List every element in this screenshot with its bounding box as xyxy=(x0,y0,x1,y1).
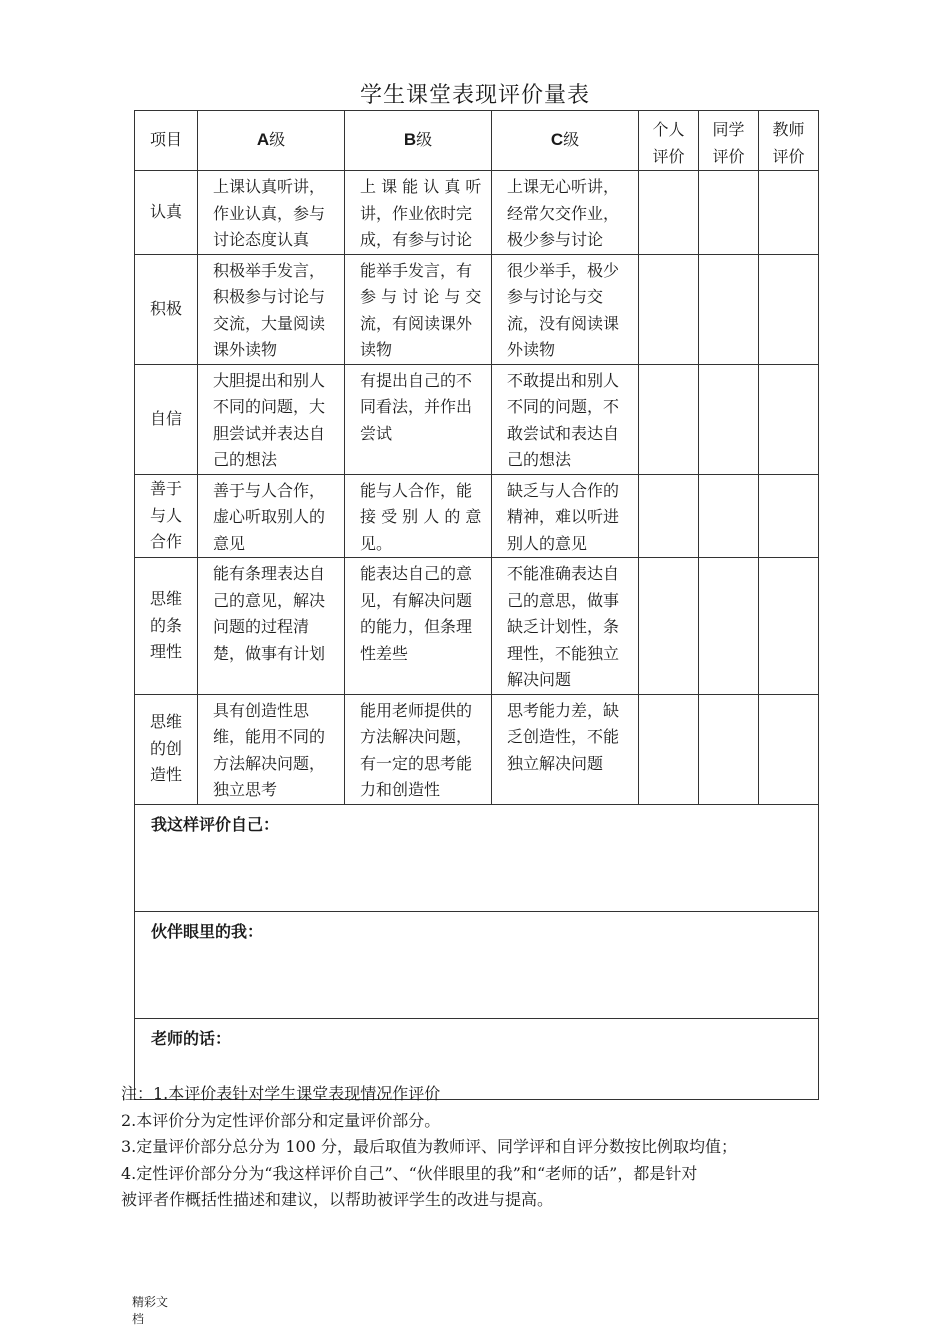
row-item xyxy=(135,364,198,474)
cell-line: 意见 xyxy=(213,533,246,553)
cell-line: 上 课 能 认 真 听 xyxy=(360,177,482,196)
cell-line: 独立解决问题 xyxy=(507,753,604,773)
self-comment-label: 我这样评价自己： xyxy=(151,816,280,834)
cell-line: 参与讨论与交 xyxy=(507,287,604,306)
self-comment-box[interactable] xyxy=(135,804,819,911)
cell-line: 上课认真听讲， xyxy=(213,177,326,196)
cell-line: 具有创造性思 xyxy=(213,700,310,720)
cell-line: 经常欠交作业， xyxy=(507,203,620,223)
cell-line: 造性 xyxy=(149,765,182,785)
row-item xyxy=(135,694,198,804)
cell-line: 善于与人合作， xyxy=(213,480,326,500)
level-b-desc xyxy=(345,171,492,255)
cell-line: 交流，大量阅读 xyxy=(213,313,326,333)
cell-line: 接 受 别 人 的 意 xyxy=(360,507,482,526)
cell-line: 作业认真，参与 xyxy=(213,203,326,223)
self-score-cell[interactable] xyxy=(639,171,699,255)
cell-line: 同看法，并作出 xyxy=(360,397,473,416)
teacher-score-cell[interactable] xyxy=(759,474,819,558)
cell-line: 不同的问题，不 xyxy=(507,397,620,416)
cell-line: 缺乏与人合作的 xyxy=(507,480,620,500)
cell-line: 不能准确表达自 xyxy=(507,564,620,583)
teacher-score-cell[interactable] xyxy=(759,558,819,695)
level-b-desc xyxy=(345,254,492,364)
self-score-cell[interactable] xyxy=(639,558,699,695)
cell-line: 讲，作业依时完 xyxy=(360,203,473,223)
cell-line: 与人 xyxy=(149,505,182,525)
cell-line: 流，没有阅读课 xyxy=(507,313,620,333)
footer-label: 精彩文 档 xyxy=(132,1295,169,1326)
cell-line: 积极举手发言， xyxy=(213,260,326,280)
cell-line: 有提出自己的不 xyxy=(360,370,473,390)
note-line: 4.定性评价部分分为“我这样评价自己”、“伙伴眼里的我”和“老师的话”，都是针对 xyxy=(121,1163,698,1183)
cell-line: 己的意见，解决 xyxy=(213,590,326,610)
cell-line: 虚心听取别人的 xyxy=(213,507,326,526)
cell-line: 的能力，但条理 xyxy=(360,617,473,636)
level-c-desc xyxy=(492,474,639,558)
cell-line: 能表达自己的意 xyxy=(360,564,473,583)
cell-line: 很少举手，极少 xyxy=(507,260,620,280)
cell-line: 力和创造性 xyxy=(360,780,441,799)
cell-line: 的条 xyxy=(149,615,182,635)
cell-line: 积极 xyxy=(149,298,182,318)
note-line: 3.定量评价部分总分为 100 分，最后取值为教师评、同学评和自评分数按比例取均值； xyxy=(121,1137,737,1156)
cell-line: 流，有阅读课外 xyxy=(360,313,473,333)
peer-score-cell[interactable] xyxy=(699,694,759,804)
cell-line: 不敢提出和别人 xyxy=(507,370,620,390)
cell-line: 己的意思，做事 xyxy=(507,590,620,610)
level-a-desc xyxy=(198,474,345,558)
cell-line: 不同的问题，大 xyxy=(213,397,326,416)
teacher-score-cell[interactable] xyxy=(759,694,819,804)
cell-line: 能与人合作，能 xyxy=(360,480,473,500)
header-level-a: A级 xyxy=(198,111,345,171)
level-b-desc xyxy=(345,558,492,695)
self-score-cell[interactable] xyxy=(639,474,699,558)
cell-line: 合作 xyxy=(149,532,182,551)
cell-line: 上课无心听讲， xyxy=(507,177,620,196)
header-item: 项目 xyxy=(135,111,198,171)
cell-line: 尝试 xyxy=(360,423,393,443)
cell-line: 理性，不能独立 xyxy=(507,643,620,663)
table-row xyxy=(135,254,819,364)
peer-score-cell[interactable] xyxy=(699,558,759,695)
notes-section xyxy=(121,1081,831,1214)
cell-line: 性差些 xyxy=(360,643,409,663)
cell-line: 解决问题 xyxy=(507,670,572,689)
cell-line: 极少参与讨论 xyxy=(507,230,604,249)
teacher-comment-label: 老师的话： xyxy=(151,1030,232,1048)
cell-line: 乏创造性，不能 xyxy=(507,727,620,746)
row-item xyxy=(135,474,198,558)
header-row xyxy=(135,111,819,171)
cell-line: 己的想法 xyxy=(213,450,278,469)
cell-line: 大胆提出和别人 xyxy=(213,370,326,390)
table-row xyxy=(135,474,819,558)
table-row xyxy=(135,364,819,474)
level-a-desc xyxy=(198,364,345,474)
level-c-desc xyxy=(492,364,639,474)
teacher-score-cell[interactable] xyxy=(759,254,819,364)
self-comment-row xyxy=(135,804,819,911)
cell-line: 缺乏计划性，条 xyxy=(507,617,620,636)
level-b-desc xyxy=(345,694,492,804)
level-a-desc xyxy=(198,171,345,255)
row-item xyxy=(135,558,198,695)
level-c-desc xyxy=(492,171,639,255)
cell-line: 积极参与讨论与 xyxy=(213,287,326,306)
cell-line: 独立思考 xyxy=(213,780,278,799)
cell-line: 别人的意见 xyxy=(507,533,588,553)
self-score-cell[interactable] xyxy=(639,254,699,364)
row-item xyxy=(135,254,198,364)
table-row xyxy=(135,558,819,695)
cell-line: 课外读物 xyxy=(213,340,278,359)
peer-score-cell[interactable] xyxy=(699,171,759,255)
peer-score-cell[interactable] xyxy=(699,474,759,558)
peer-score-cell[interactable] xyxy=(699,254,759,364)
cell-line: 见。 xyxy=(360,533,393,553)
cell-line: 的创 xyxy=(149,738,182,758)
row-item xyxy=(135,171,198,255)
level-a-desc xyxy=(198,694,345,804)
header-level-b: B级 xyxy=(345,111,492,171)
cell-line: 成，有参与讨论 xyxy=(360,230,473,249)
table-row xyxy=(135,694,819,804)
note-line: 2.本评价分为定性评价部分和定量评价部分。 xyxy=(121,1110,441,1130)
cell-line: 能举手发言，有 xyxy=(360,260,473,280)
header-teacher-eval: 教师 评价 xyxy=(759,111,819,171)
peer-score-cell[interactable] xyxy=(699,364,759,474)
header-level-c: C级 xyxy=(492,111,639,171)
table-row xyxy=(135,171,819,255)
cell-line: 思维 xyxy=(149,589,182,608)
teacher-score-cell[interactable] xyxy=(759,364,819,474)
cell-line: 维，能用不同的 xyxy=(213,727,326,746)
cell-line: 自信 xyxy=(149,408,182,428)
cell-line: 外读物 xyxy=(507,340,556,359)
peer-comment-row xyxy=(135,911,819,1018)
cell-line: 见，有解决问题 xyxy=(360,590,473,610)
cell-line: 问题的过程清 xyxy=(213,617,310,636)
cell-line: 参 与 讨 论 与 交 xyxy=(360,287,482,306)
cell-line: 理性 xyxy=(149,642,182,661)
level-c-desc xyxy=(492,558,639,695)
self-score-cell[interactable] xyxy=(639,694,699,804)
cell-line: 思维 xyxy=(149,712,182,732)
note-line: 被评者作概括性描述和建议，以帮助被评学生的改进与提高。 xyxy=(121,1190,554,1209)
teacher-score-cell[interactable] xyxy=(759,171,819,255)
note-line: 注：1.本评价表针对学生课堂表现情况作评价 xyxy=(121,1084,441,1103)
cell-line: 胆尝试并表达自 xyxy=(213,423,326,443)
cell-line: 读物 xyxy=(360,340,393,359)
cell-line: 楚，做事有计划 xyxy=(213,643,326,663)
level-a-desc xyxy=(198,254,345,364)
cell-line: 有一定的思考能 xyxy=(360,753,473,773)
self-score-cell[interactable] xyxy=(639,364,699,474)
peer-comment-label: 伙伴眼里的我： xyxy=(151,923,264,941)
cell-line: 讨论态度认真 xyxy=(213,230,310,249)
level-a-desc xyxy=(198,558,345,695)
cell-line: 己的想法 xyxy=(507,450,572,469)
cell-line: 敢尝试和表达自 xyxy=(507,423,620,443)
level-c-desc xyxy=(492,694,639,804)
peer-comment-box[interactable] xyxy=(135,911,819,1018)
page-title: 学生课堂表现评价量表 xyxy=(359,83,590,108)
evaluation-table xyxy=(134,110,819,1100)
level-b-desc xyxy=(345,364,492,474)
header-peer-eval: 同学 评价 xyxy=(699,111,759,171)
cell-line: 方法解决问题， xyxy=(360,727,473,746)
cell-line: 思考能力差，缺 xyxy=(507,700,620,720)
cell-line: 能有条理表达自 xyxy=(213,564,326,583)
cell-line: 能用老师提供的 xyxy=(360,700,473,720)
level-c-desc xyxy=(492,254,639,364)
header-self-eval: 个人 评价 xyxy=(639,111,699,171)
level-b-desc xyxy=(345,474,492,558)
cell-line: 精神，难以听进 xyxy=(507,507,620,526)
cell-line: 方法解决问题， xyxy=(213,753,326,773)
cell-line: 认真 xyxy=(149,202,182,221)
cell-line: 善于 xyxy=(149,479,182,498)
